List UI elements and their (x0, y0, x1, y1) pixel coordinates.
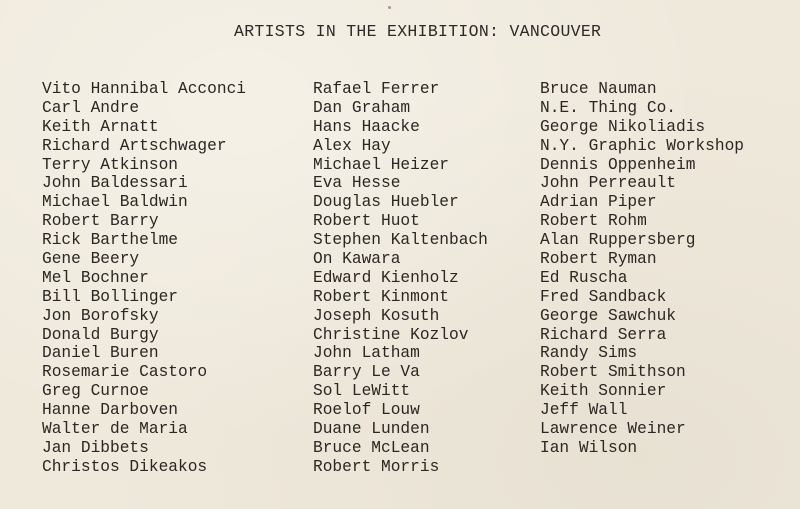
artist-name: Rick Barthelme (42, 231, 178, 250)
artist-name: Stephen Kaltenbach (313, 231, 488, 250)
artist-name: On Kawara (313, 250, 401, 269)
artist-name: Robert Morris (313, 457, 440, 476)
artist-name: George Sawchuk (540, 306, 676, 325)
artist-name: Jon Borofsky (42, 306, 159, 325)
artist-name: Roelof Louw (313, 401, 420, 420)
artist-name: Richard Serra (540, 325, 667, 344)
artist-column-2 (313, 80, 488, 477)
page-title: ARTISTS IN THE EXHIBITION: VANCOUVER (234, 22, 602, 41)
artist-name: Ed Ruscha (540, 268, 628, 287)
artist-name: Alan Ruppersberg (540, 231, 696, 250)
artist-name: Jeff Wall (540, 401, 628, 420)
artist-name: Edward Kienholz (313, 268, 459, 287)
artist-name: Sol LeWitt (313, 382, 411, 401)
artist-name: Keith Sonnier (540, 382, 667, 401)
artist-name: Vito Hannibal Acconci (42, 80, 246, 98)
artist-name: Walter de Maria (42, 420, 188, 439)
artist-name: Hans Haacke (313, 117, 420, 136)
artist-name: Michael Baldwin (42, 193, 188, 212)
artist-column-1 (42, 80, 246, 477)
artist-name: Keith Arnatt (42, 117, 159, 136)
artist-name: Adrian Piper (540, 193, 657, 212)
artist-name: Ian Wilson (540, 438, 638, 457)
artist-name: N.E. Thing Co. (540, 98, 676, 117)
artist-column-3 (540, 80, 744, 458)
artist-name: Duane Lunden (313, 420, 430, 439)
artist-name: Michael Heizer (313, 155, 449, 174)
artist-name: Robert Barry (42, 212, 159, 231)
artist-name: Lawrence Weiner (540, 420, 686, 439)
artist-name: Christine Kozlov (313, 325, 469, 344)
artist-name: Joseph Kosuth (313, 306, 440, 325)
artist-name: John Baldessari (42, 174, 188, 193)
artist-name: Barry Le Va (313, 363, 420, 382)
artist-name: Gene Beery (42, 250, 140, 269)
paper-speck (388, 6, 391, 9)
artist-name: Jan Dibbets (42, 438, 149, 457)
artist-name: George Nikoliadis (540, 117, 706, 136)
artist-name: Bruce Nauman (540, 80, 657, 98)
artist-name: Robert Smithson (540, 363, 686, 382)
artist-name: John Perreault (540, 174, 676, 193)
artist-name: Robert Ryman (540, 250, 657, 269)
artist-name: Randy Sims (540, 344, 638, 363)
artist-name: Rafael Ferrer (313, 80, 440, 98)
artist-name: Christos Dikeakos (42, 457, 208, 476)
artist-name: Greg Curnoe (42, 382, 149, 401)
artist-name: Fred Sandback (540, 287, 667, 306)
artist-name: Rosemarie Castoro (42, 363, 208, 382)
artist-name: Richard Artschwager (42, 136, 227, 155)
artist-name: N.Y. Graphic Workshop (540, 136, 744, 155)
artist-name: Eva Hesse (313, 174, 401, 193)
artist-name: Bill Bollinger (42, 287, 178, 306)
artist-name: Carl Andre (42, 98, 140, 117)
artist-name: Hanne Darboven (42, 401, 178, 420)
artist-name: Bruce McLean (313, 438, 430, 457)
artist-name: Douglas Huebler (313, 193, 459, 212)
artist-name: John Latham (313, 344, 420, 363)
artist-name: Dennis Oppenheim (540, 155, 696, 174)
artist-name: Robert Rohm (540, 212, 647, 231)
artist-name: Mel Bochner (42, 268, 149, 287)
artist-name: Alex Hay (313, 136, 391, 155)
artist-name: Dan Graham (313, 98, 411, 117)
artist-name: Terry Atkinson (42, 155, 178, 174)
artist-name: Robert Kinmont (313, 287, 449, 306)
artist-name: Robert Huot (313, 212, 420, 231)
artist-name: Daniel Buren (42, 344, 159, 363)
artist-name: Donald Burgy (42, 325, 159, 344)
